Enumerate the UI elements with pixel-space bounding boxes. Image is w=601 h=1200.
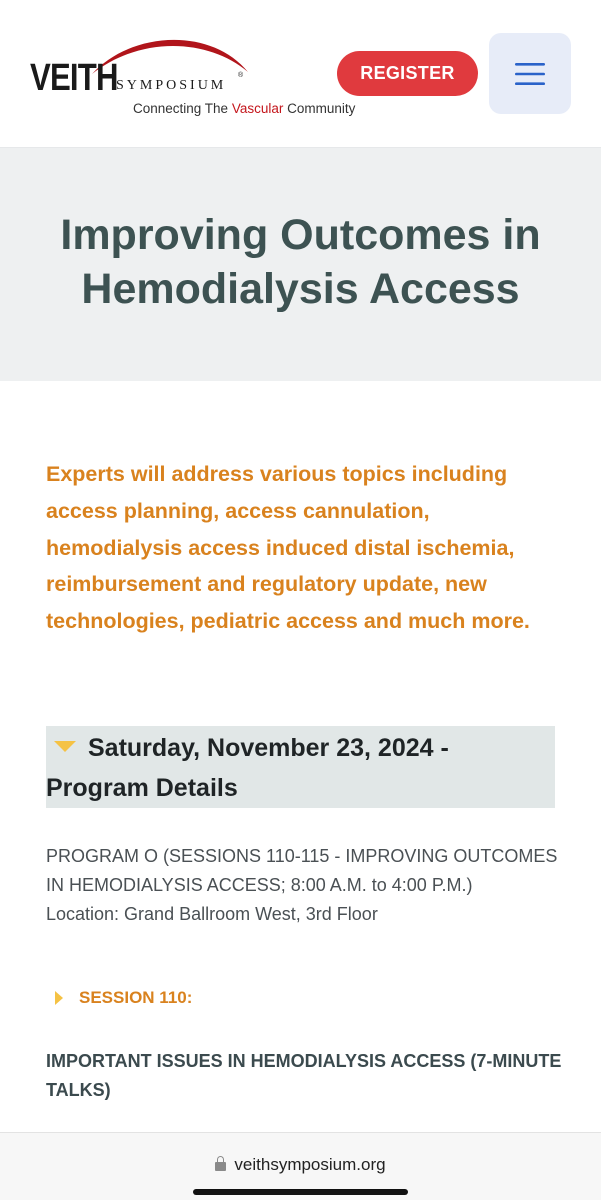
logo-registered-mark: ® (238, 72, 244, 79)
hamburger-menu-icon (514, 62, 546, 86)
url-display (0, 1155, 601, 1175)
logo-tagline (133, 101, 355, 116)
program-accordion-header[interactable] (46, 726, 555, 808)
url-text: veithsymposium.org (234, 1155, 386, 1174)
session-title: IMPORTANT ISSUES IN HEMODIALYSIS ACCESS (7-MINUTE TALKS) (46, 1051, 562, 1100)
session-toggle[interactable] (55, 988, 192, 1008)
program-description (46, 842, 566, 929)
hero-banner (0, 148, 601, 381)
tagline-post: Community (283, 101, 356, 116)
logo-symposium: SYMPOSIUM (116, 78, 227, 93)
intro-text: Experts will address various topics including access planning, access cannulation, hemodialysis access induced distal ischemia, reimbursement and regulatory update, new technologies, pediatric access and much more. (46, 462, 530, 634)
tagline-accent: Vascular (231, 101, 284, 116)
logo-wordmark: VEITH (30, 57, 118, 99)
session-label: SESSION 110: (79, 988, 193, 1007)
register-button[interactable]: REGISTER (337, 51, 478, 96)
page-title: Improving Outcomes in Hemodialysis Access (60, 210, 541, 313)
home-indicator[interactable] (193, 1189, 408, 1195)
program-location: Location: Grand Ballroom West, 3rd Floor (46, 904, 378, 924)
lock-icon (215, 1162, 226, 1171)
veith-symposium-logo[interactable] (30, 28, 356, 123)
caret-right-icon (55, 991, 63, 1005)
tagline-pre: Connecting The (133, 101, 232, 116)
program-title-row (46, 728, 549, 808)
program-desc-line: PROGRAM O (SESSIONS 110-115 - IMPROVING OUTCOMES IN HEMODIALYSIS ACCESS; 8:00 A.M. to 4:00 P.M.) (46, 846, 558, 895)
menu-button[interactable] (489, 33, 571, 114)
site-header (0, 0, 601, 148)
program-title: Saturday, November 23, 2024 - Program Details (46, 734, 449, 802)
caret-down-icon (54, 741, 76, 752)
